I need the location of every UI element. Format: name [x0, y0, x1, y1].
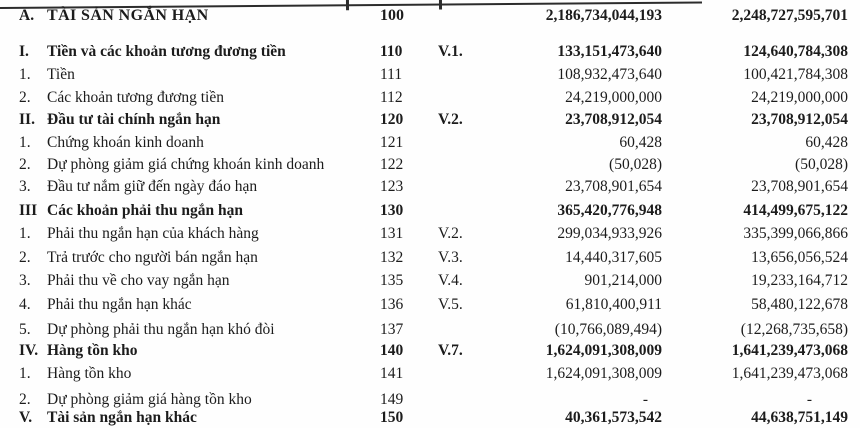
table-row [0, 88, 860, 108]
row-code: 123 [380, 178, 404, 195]
row-value-previous: - [806, 391, 812, 408]
row-label: Phải thu về cho vay ngắn hạn [47, 272, 230, 289]
row-label: Các khoản phải thu ngắn hạn [47, 202, 243, 219]
table-row [0, 320, 860, 340]
row-label: Tiền và các khoản tương đương tiền [47, 43, 286, 60]
row-note: V.7. [438, 342, 463, 359]
row-label: Hàng tồn kho [47, 342, 138, 359]
table-row [0, 364, 860, 384]
table-row [0, 224, 860, 244]
row-code: 149 [380, 391, 404, 408]
row-value-previous: 100,421,784,308 [743, 66, 848, 83]
row-note: V.2. [438, 111, 463, 128]
row-marker: 1. [19, 225, 31, 242]
row-code: 130 [380, 202, 404, 219]
row-value-current: 23,708,912,054 [565, 111, 662, 128]
row-marker: II. [19, 111, 35, 128]
table-row-cash-section [0, 42, 860, 62]
table-row [0, 133, 860, 153]
table-row [0, 155, 860, 175]
row-marker: 2. [19, 249, 31, 266]
row-label: Chứng khoán kinh doanh [47, 134, 204, 151]
row-label: Dự phòng phải thu ngắn hạn khó đòi [47, 321, 275, 338]
row-value-previous: (50,028) [795, 156, 848, 173]
table-row-receivables-section [0, 201, 860, 221]
row-marker: 5. [19, 321, 31, 338]
row-value-current: (50,028) [609, 156, 662, 173]
row-value-previous: 2,248,727,595,701 [731, 7, 848, 24]
row-code: 131 [380, 225, 404, 242]
row-marker: III [19, 202, 38, 219]
row-marker: 2. [19, 89, 31, 106]
row-note: V.3. [438, 249, 463, 266]
row-code: 112 [380, 89, 403, 106]
row-value-current: 108,932,473,640 [557, 66, 662, 83]
row-value-current: 299,034,933,926 [557, 225, 662, 242]
table-row [0, 390, 860, 410]
row-code: 100 [380, 7, 404, 24]
row-label: Các khoản tương đương tiền [47, 89, 224, 106]
row-note: V.2. [438, 225, 463, 242]
row-marker: 1. [19, 365, 31, 382]
row-label: Phải thu ngắn hạn của khách hàng [47, 225, 259, 242]
row-marker: V. [19, 409, 33, 426]
row-value-current: 60,428 [619, 134, 662, 151]
row-value-previous: 44,638,751,149 [751, 409, 848, 426]
row-value-current: 61,810,400,911 [565, 296, 662, 313]
row-label: Tiền [47, 66, 75, 83]
row-code: 141 [380, 365, 404, 382]
row-label: Tài sản ngắn hạn khác [47, 409, 197, 426]
row-code: 111 [380, 66, 403, 83]
row-note: V.1. [438, 43, 463, 60]
row-value-previous: 1,641,239,473,068 [731, 342, 848, 359]
row-value-previous: 23,708,912,054 [751, 111, 848, 128]
row-value-current: 23,708,901,654 [565, 178, 662, 195]
row-code: 121 [380, 134, 404, 151]
row-value-current: 40,361,573,542 [565, 409, 662, 426]
row-value-previous: 60,428 [805, 134, 848, 151]
row-value-previous: 335,399,066,866 [743, 225, 848, 242]
row-value-previous: 19,233,164,712 [751, 272, 848, 289]
row-marker: 4. [19, 296, 31, 313]
row-value-current: 14,440,317,605 [565, 249, 662, 266]
table-row-total-current-assets [0, 6, 860, 26]
row-value-previous: 23,708,901,654 [751, 178, 848, 195]
row-code: 122 [380, 156, 404, 173]
row-marker: 1. [19, 66, 31, 83]
row-label: TÀI SẢN NGẮN HẠN [47, 7, 209, 24]
row-value-previous: 414,499,675,122 [743, 202, 848, 219]
row-label: Dự phòng giảm giá hàng tồn kho [47, 391, 252, 408]
row-code: 150 [380, 409, 404, 426]
row-value-current: 24,219,000,000 [565, 89, 662, 106]
row-code: 135 [380, 272, 404, 289]
table-row [0, 177, 860, 197]
table-row-inventory-section [0, 341, 860, 361]
row-value-current: (10,766,089,494) [554, 321, 662, 338]
row-label: Phải thu ngắn hạn khác [47, 296, 192, 313]
row-marker: 2. [19, 391, 31, 408]
row-marker: I. [19, 43, 29, 60]
row-label: Dự phòng giảm giá chứng khoán kinh doanh [47, 156, 325, 173]
row-value-current: 365,420,776,948 [557, 202, 662, 219]
row-code: 140 [380, 342, 404, 359]
row-value-previous: 13,656,056,524 [751, 249, 848, 266]
row-code: 136 [380, 296, 404, 313]
row-label: Đầu tư nắm giữ đến ngày đáo hạn [47, 178, 258, 195]
row-value-current: - [642, 391, 648, 408]
row-label: Hàng tồn kho [47, 365, 132, 382]
row-value-previous: (12,268,735,658) [740, 321, 848, 338]
row-marker: IV. [19, 342, 39, 359]
row-note: V.5. [438, 296, 463, 313]
row-value-current: 2,186,734,044,193 [545, 7, 662, 24]
row-marker: 1. [19, 134, 31, 151]
row-value-previous: 58,480,122,678 [751, 296, 848, 313]
row-code: 137 [380, 321, 404, 338]
row-label: Đầu tư tài chính ngắn hạn [47, 111, 221, 128]
table-row [0, 65, 860, 85]
row-marker: 3. [19, 178, 31, 195]
table-row [0, 295, 860, 315]
table-row [0, 271, 860, 291]
table-row [0, 248, 860, 268]
row-marker: A. [19, 7, 35, 24]
row-value-current: 901,214,000 [584, 272, 662, 289]
table-row-investments-section [0, 110, 860, 130]
row-note: V.4. [438, 272, 463, 289]
row-marker: 3. [19, 272, 31, 289]
row-value-previous: 24,219,000,000 [751, 89, 848, 106]
row-value-current: 1,624,091,308,009 [545, 342, 662, 359]
row-marker: 2. [19, 156, 31, 173]
table-row-other-assets-section-clipped [0, 408, 860, 428]
row-value-current: 133,151,473,640 [557, 43, 662, 60]
row-label: Trả trước cho người bán ngắn hạn [47, 249, 258, 266]
row-code: 132 [380, 249, 404, 266]
row-code: 110 [380, 43, 403, 60]
row-value-current: 1,624,091,308,009 [545, 365, 662, 382]
row-value-previous: 124,640,784,308 [743, 43, 848, 60]
row-value-previous: 1,641,239,473,068 [731, 365, 848, 382]
row-code: 120 [380, 111, 404, 128]
